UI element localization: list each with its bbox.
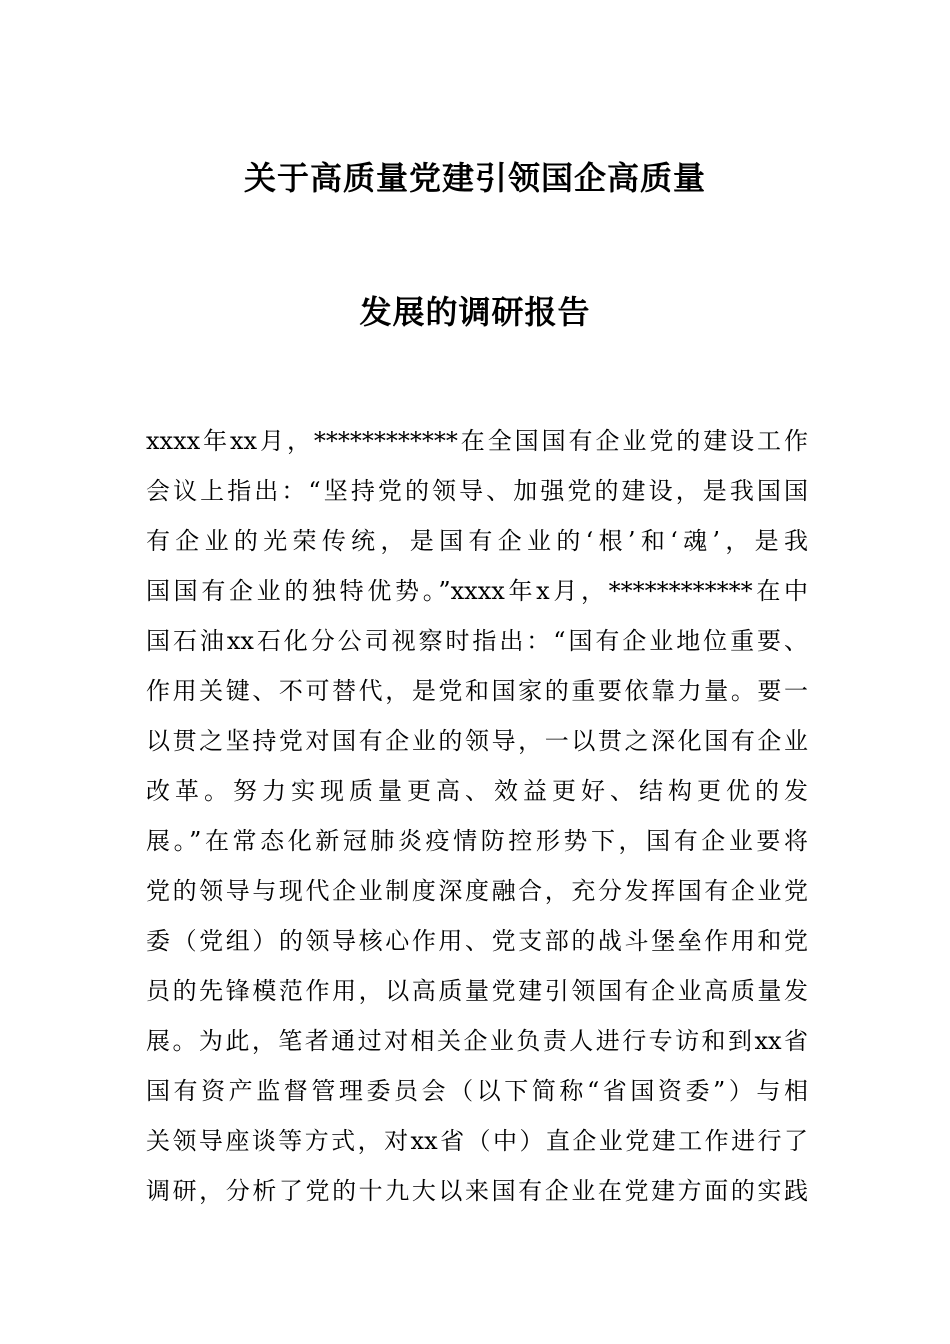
body-line: 调研，分析了党的十九大以来国有企业在党建方面的实践 — [146, 1177, 808, 1205]
body-line: xxxx年xx月，************在全国国有企业党的建设工作 — [146, 427, 808, 455]
body-line: 员的先锋模范作用，以高质量党建引领国有企业高质量发 — [146, 977, 808, 1005]
body-line: 会议上指出：“坚持党的领导、加强党的建设，是我国国 — [146, 477, 808, 505]
document-title-line-2: 发展的调研报告 — [359, 293, 591, 331]
body-line: 有企业的光荣传统，是国有企业的‘根’和‘魂’，是我 — [146, 527, 808, 555]
document-body — [146, 416, 808, 1216]
body-line: 展。为此，笔者通过对相关企业负责人进行专访和到xx省 — [146, 1027, 808, 1055]
body-line: 作用关键、不可替代，是党和国家的重要依靠力量。要一 — [146, 677, 808, 705]
body-line: 国国有企业的独特优势。”xxxx年x月，************在中 — [146, 577, 808, 605]
body-line: 国有资产监督管理委员会（以下简称“省国资委”）与相 — [146, 1077, 808, 1105]
body-line: 关领导座谈等方式，对xx省（中）直企业党建工作进行了 — [146, 1127, 808, 1155]
body-line: 改革。努力实现质量更高、效益更好、结构更优的发 — [146, 777, 808, 805]
body-line: 以贯之坚持党对国有企业的领导，一以贯之深化国有企业 — [146, 727, 808, 755]
body-line: 委（党组）的领导核心作用、党支部的战斗堡垒作用和党 — [146, 927, 808, 955]
document-title-line-1: 关于高质量党建引领国企高质量 — [243, 159, 706, 197]
body-line: 展。”在常态化新冠肺炎疫情防控形势下，国有企业要将 — [146, 827, 808, 855]
body-line: 国石油xx石化分公司视察时指出：“国有企业地位重要、 — [146, 627, 808, 655]
body-line: 党的领导与现代企业制度深度融合，充分发挥国有企业党 — [146, 877, 808, 905]
